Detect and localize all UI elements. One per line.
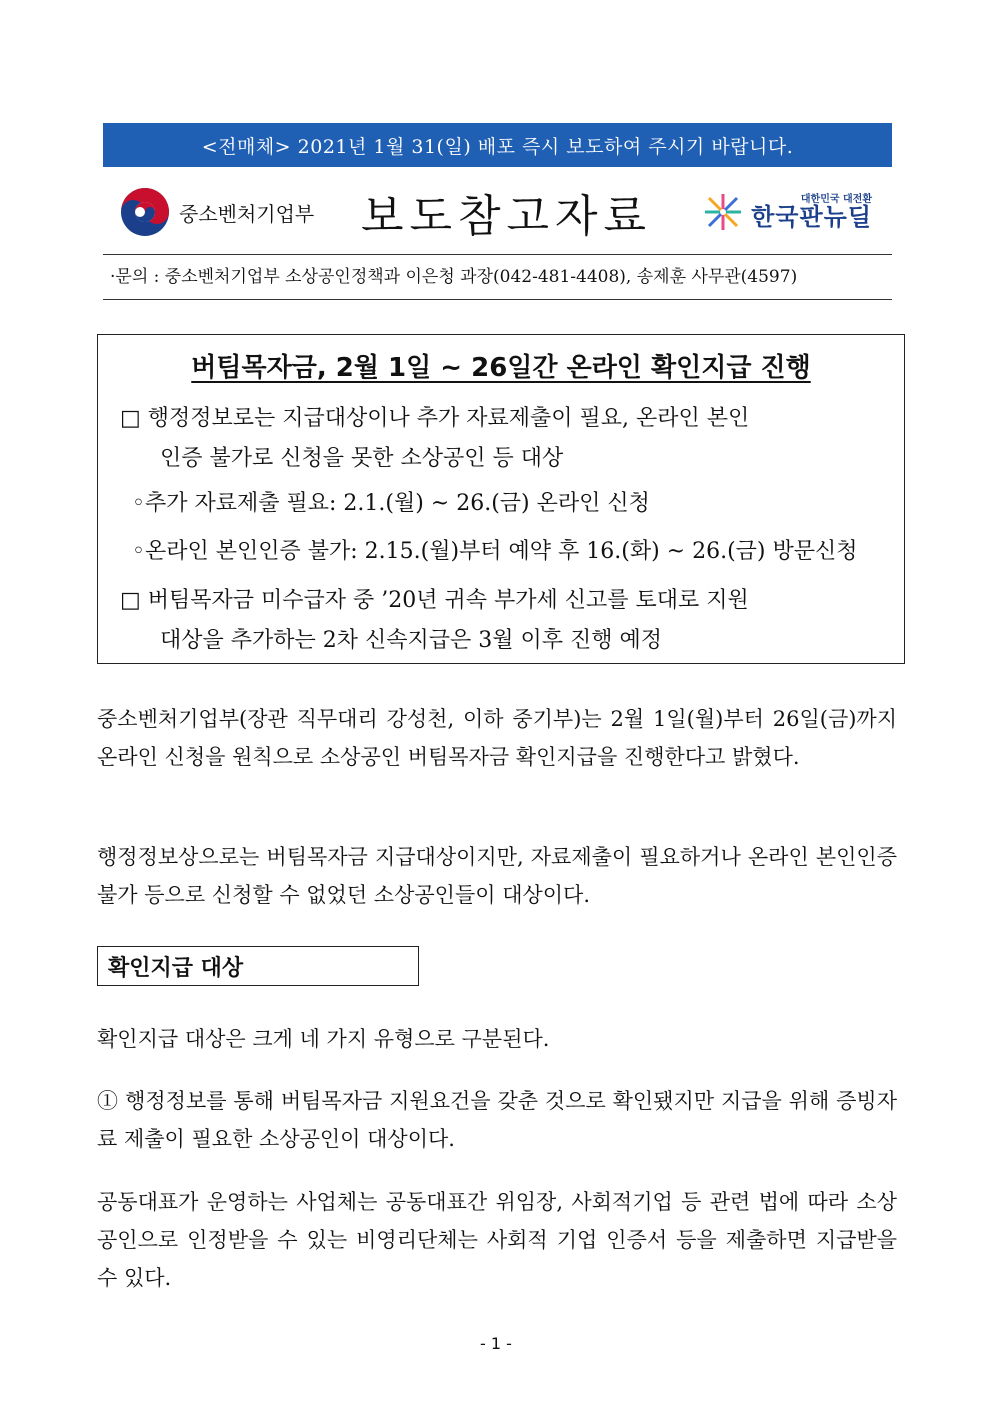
ministry-name: 중소벤처기업부 xyxy=(179,201,315,226)
distribution-banner xyxy=(103,123,892,167)
document-header xyxy=(103,172,892,254)
body-paragraph-5: 공동대표가 운영하는 사업체는 공동대표간 위임장, 사회적기업 등 관련 법에 따라 소상공인으로 인정받을 수 있는 비영리단체는 사회적 기업 인증서 등을 제출하면 지급받을 수 있다. xyxy=(97,1190,897,1290)
ministry-logo xyxy=(119,186,314,238)
body-paragraph-2: 행정정보상으로는 버팀목자금 지급대상이지만, 자료제출이 필요하거나 온라인 본인인증 불가 등으로 신청할 수 없었던 소상공인들이 대상이다. xyxy=(97,845,897,907)
new-deal-logo xyxy=(701,190,872,234)
summary-bullet-2-line-1: □ 버팀목자금 미수급자 중 ’20년 귀속 부가세 신고를 토대로 지원 xyxy=(120,588,749,613)
summary-bullet-1-line-1: □ 행정정보로는 지급대상이나 추가 자료제출이 필요, 온라인 본인 xyxy=(120,406,750,431)
document-type-title: 보도참고자료 xyxy=(361,191,653,242)
header-divider-top xyxy=(103,254,892,255)
summary-bullet-1-line-2: 인증 불가로 신청을 못한 소상공인 등 대상 xyxy=(160,446,564,471)
body-paragraph-3: 확인지급 대상은 크게 네 가지 유형으로 구분된다. xyxy=(97,1027,550,1051)
page-number: - 1 - xyxy=(480,1334,512,1353)
new-deal-tagline: 대한민국 대전환 xyxy=(800,194,872,205)
banner-text: <전매체> 2021년 1월 31(일) 배포 즉시 보도하여 주시기 바랍니다. xyxy=(201,135,794,158)
new-deal-emblem-icon xyxy=(701,190,745,234)
body-paragraph-1: 중소벤처기업부(장관 직무대리 강성천, 이하 중기부)는 2월 1일(월)부터 26일(금)까지 온라인 신청을 원칙으로 소상공인 버팀목자금 확인지급을 진행한다고 밝혔다. xyxy=(97,707,897,769)
section-heading xyxy=(97,946,419,986)
contact-info: ·문의 : 중소벤처기업부 소상공인정책과 이은청 과장(042-481-4408), 송제훈 사무관(4597) xyxy=(110,267,798,287)
summary-sub-item-1: ◦추가 자료제출 필요: 2.1.(월) ~ 26.(금) 온라인 신청 xyxy=(132,491,650,516)
summary-title: 버팀목자금, 2월 1일 ~ 26일간 온라인 확인지급 진행 xyxy=(191,353,811,383)
body-paragraph-4: ① 행정정보를 통해 버팀목자금 지원요건을 갖춘 것으로 확인됐지만 지급을 위해 증빙자료 제출이 필요한 소상공인이 대상이다. xyxy=(97,1089,897,1151)
section-heading-text: 확인지급 대상 xyxy=(108,955,244,981)
summary-bullet-2-line-2: 대상을 추가하는 2차 신속지급은 3월 이후 진행 예정 xyxy=(160,628,662,653)
summary-sub-item-2: ◦온라인 본인인증 불가: 2.15.(월)부터 예약 후 16.(화) ~ 26.(금) 방문신청 xyxy=(132,539,858,564)
new-deal-name: 한국판뉴딜 xyxy=(751,203,872,231)
taegeuk-emblem-icon xyxy=(119,186,171,238)
header-divider-bottom xyxy=(103,299,892,300)
summary-box xyxy=(97,334,905,664)
